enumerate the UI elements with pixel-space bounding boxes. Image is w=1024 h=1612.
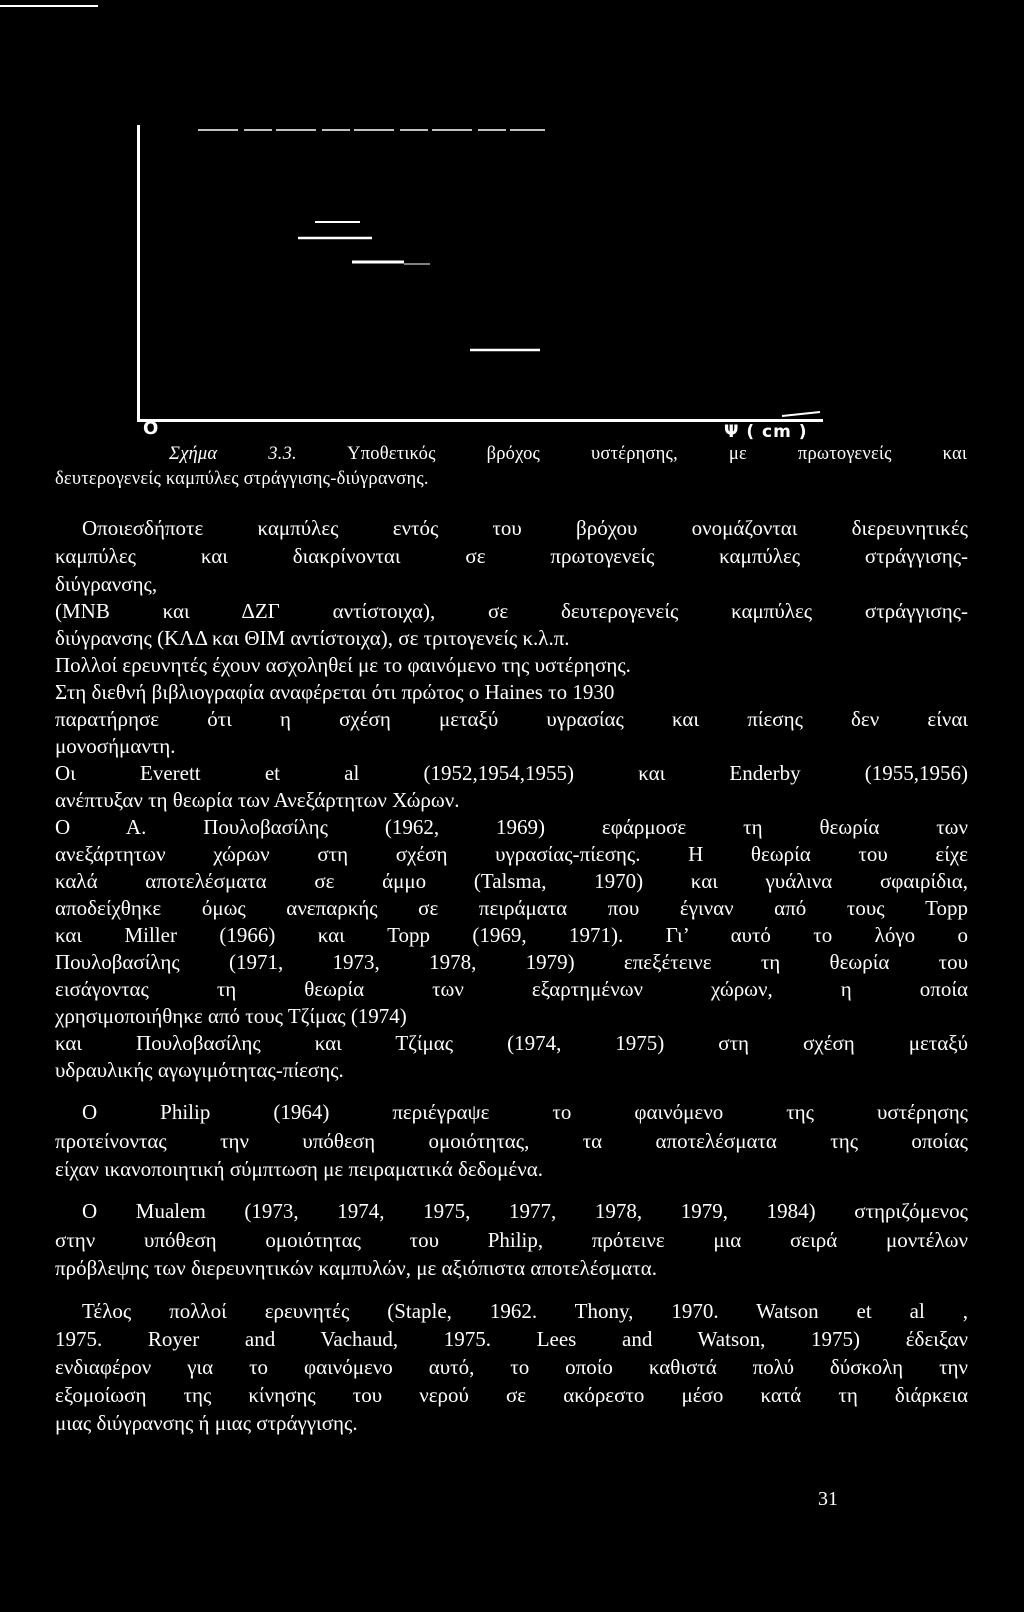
caption-number: 3.3.	[268, 444, 297, 464]
text-line: διύγρανσης (ΚΛΔ και ΘΙΜ αντίστοιχα), σε τριτογενείς κ.λ.π.	[55, 626, 570, 650]
text-line: μιας διύγρανσης ή μιας στράγγισης.	[55, 1411, 358, 1435]
text-line: Ο Mualem (1973, 1974, 1975, 1977, 1978, 1979, 1984) στηριζόμενος	[82, 1199, 968, 1223]
figure-caption	[55, 442, 967, 492]
text-line: εξομοίωση της κίνησης του νερού σε ακόρεστο μέσο κατά τη διάρκεια	[55, 1383, 968, 1407]
text-line: ανεξάρτητων χώρων στη σχέση υγρασίας-πίεσης. Η θεωρία του είχε	[55, 842, 968, 866]
text-line: Πουλοβασίλης (1971, 1973, 1978, 1979) επεξέτεινε τη θεωρία του	[55, 950, 968, 974]
text-line: πρόβλεψης των διερευνητικών καμπυλών, με αξιόπιστα αποτελέσματα.	[55, 1256, 657, 1280]
text-line: στην υπόθεση ομοιότητας του Philip, πρότεινε μια σειρά μοντέλων	[55, 1228, 968, 1252]
text-line: και Miller (1966) και Topp (1969, 1971). Γι’ αυτό το λόγο ο	[55, 923, 968, 947]
text-line: Ο Α. Πουλοβασίλης (1962, 1969) εφάρμοσε τη θεωρία των	[55, 815, 968, 839]
text-line: είχαν ικανοποιητική σύμπτωση με πειραματικά δεδομένα.	[55, 1157, 543, 1181]
text-line: (ΜΝΒ και ΔΖΓ αντίστοιχα), σε δευτερογενείς καμπύλες στράγγισης-	[55, 599, 968, 623]
text-line: Στη διεθνή βιβλιογραφία αναφέρεται ότι πρώτος ο Haines το 1930	[55, 680, 615, 704]
curve-segment	[782, 412, 820, 416]
text-line: 1975. Royer and Vachaud, 1975. Lees and Watson, 1975) έδειξαν	[55, 1327, 968, 1351]
text-line: και Πουλοβασίλης και Τζίμας (1974, 1975) στη σχέση μεταξύ	[55, 1031, 968, 1055]
hysteresis-curves	[0, 0, 1024, 440]
figure	[0, 0, 1024, 440]
x-axis-label: Ψ ( cm )	[724, 422, 808, 442]
text-line: Ο Philip (1964) περιέγραψε το φαινόμενο της υστέρησης	[82, 1100, 968, 1124]
text-line: Οι Everett et al (1952,1954,1955) και Enderby (1955,1956)	[55, 761, 968, 785]
origin-label: O	[143, 418, 159, 439]
text-line: παρατήρησε ότι η σχέση μεταξύ υγρασίας και πίεσης δεν είναι	[55, 707, 968, 731]
text-line: ενδιαφέρον για το φαινόμενο αυτό, το οποίο καθιστά πολύ δύσκολη την	[55, 1355, 968, 1379]
text-line: εισάγοντας τη θεωρία των εξαρτημένων χώρων, η οποία	[55, 977, 968, 1001]
text-line: υδραυλικής αγωγιμότητας-πίεσης.	[55, 1058, 344, 1082]
text-line: αποδείχθηκε όμως ανεπαρκής σε πειράματα που έγιναν από τους Topp	[55, 896, 968, 920]
text-line: Οποιεσδήποτε καμπύλες εντός του βρόχου ονομάζονται διερευνητικές	[82, 516, 968, 540]
text-line: προτείνοντας την υπόθεση ομοιότητας, τα αποτελέσματα της οποίας	[55, 1129, 968, 1153]
text-line: διύγρανσης,	[55, 572, 158, 596]
caption-prefix: Σχήμα	[169, 444, 218, 464]
text-line: χρησιμοποιήθηκε από τους Τζίμας (1974)	[55, 1004, 407, 1028]
caption-line-1: Υποθετικός βρόχος υστέρησης, με πρωτογενείς και	[347, 444, 968, 464]
page-number: 31	[818, 1488, 838, 1510]
text-line: καμπύλες και διακρίνονται σε πρωτογενείς καμπύλες στράγγισης-	[55, 544, 968, 568]
text-line: Τέλος πολλοί ερευνητές (Staple, 1962. Thony, 1970. Watson et al ,	[82, 1299, 968, 1323]
text-line: ανέπτυξαν τη θεωρία των Ανεξάρτητων Χώρων.	[55, 788, 460, 812]
text-line: Πολλοί ερευνητές έχουν ασχοληθεί με το φαινόμενο της υστέρησης.	[55, 653, 631, 677]
text-line: μονοσήμαντη.	[55, 734, 176, 758]
text-line: καλά αποτελέσματα σε άμμο (Talsma, 1970) και γυάλινα σφαιρίδια,	[55, 869, 968, 893]
caption-line-2: δευτερογενείς καμπύλες στράγγισης-διύγρανσης.	[55, 469, 429, 489]
